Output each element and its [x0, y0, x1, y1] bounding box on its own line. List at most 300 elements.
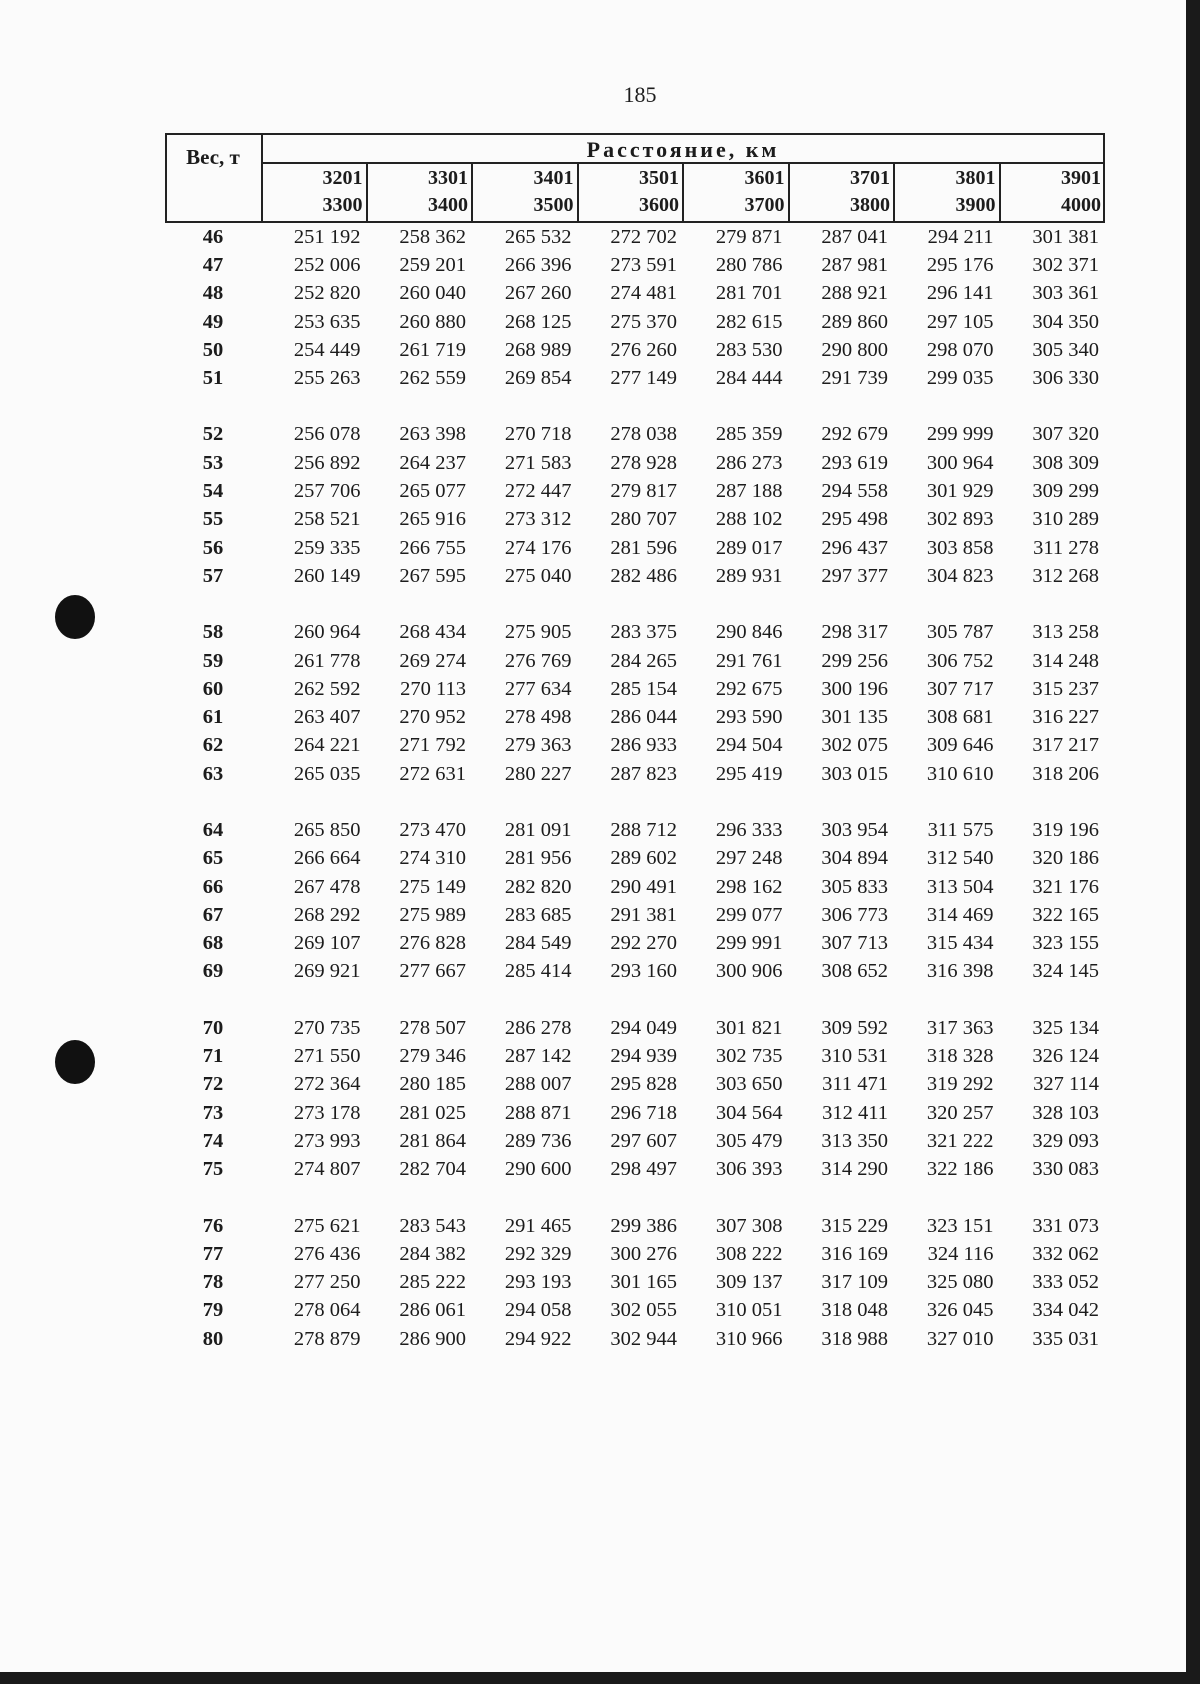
rate-cell: 282 704	[399, 1158, 466, 1181]
rate-cell: 282 615	[715, 310, 783, 333]
rate-cell: 289 017	[715, 536, 783, 559]
rate-cell: 314 248	[1032, 649, 1099, 672]
rate-cell: 316 227	[1032, 706, 1099, 729]
rate-cell: 291 381	[610, 903, 677, 926]
rate-cell: 298 497	[610, 1158, 677, 1181]
group-spacer	[165, 591, 1105, 619]
rate-cell: 278 038	[610, 423, 677, 446]
rate-cell: 304 350	[1032, 310, 1099, 333]
rate-cell: 261 778	[293, 649, 361, 672]
freight-rate-table	[165, 133, 1105, 1350]
rate-cell: 286 278	[504, 1016, 572, 1039]
rate-cell: 273 591	[610, 253, 677, 276]
weight-cell: 64	[202, 818, 224, 841]
rate-cell: 276 436	[293, 1242, 361, 1265]
rate-cell: 288 007	[504, 1073, 572, 1096]
punch-hole	[55, 1040, 95, 1084]
table-row	[165, 1014, 1105, 1042]
weight-cell: 52	[202, 423, 224, 446]
rate-cell: 329 093	[1032, 1129, 1099, 1152]
rate-cell: 309 592	[821, 1016, 888, 1039]
table-row	[165, 901, 1105, 929]
rate-cell: 306 330	[1032, 367, 1099, 390]
rate-cell: 275 149	[399, 875, 466, 898]
punch-hole	[55, 595, 95, 639]
rate-cell: 305 479	[715, 1129, 783, 1152]
rate-cell: 268 292	[293, 903, 361, 926]
row-group	[165, 816, 1105, 986]
range-from: 3301	[428, 167, 468, 189]
weight-cell: 59	[202, 649, 224, 672]
rate-cell: 321 222	[926, 1129, 994, 1152]
distance-range-header	[261, 165, 367, 219]
row-group	[165, 1212, 1105, 1353]
rate-cell: 265 077	[399, 480, 466, 503]
weight-cell: 63	[202, 762, 224, 785]
rate-cell: 294 558	[821, 480, 888, 503]
rate-cell: 297 607	[610, 1129, 677, 1152]
rate-cell: 263 407	[293, 706, 361, 729]
rate-cell: 303 858	[926, 536, 994, 559]
weight-cell: 69	[202, 960, 224, 983]
range-to: 3300	[322, 194, 363, 216]
rate-cell: 308 652	[821, 960, 888, 983]
rate-cell: 286 044	[610, 706, 677, 729]
rate-cell: 299 256	[821, 649, 888, 672]
rate-cell: 273 470	[399, 818, 466, 841]
rate-cell: 316 398	[926, 960, 994, 983]
table-row	[165, 1071, 1105, 1099]
table-row	[165, 1240, 1105, 1268]
page-number: 185	[623, 82, 657, 107]
row-group	[165, 1014, 1105, 1184]
rate-cell: 276 260	[610, 338, 677, 361]
rate-cell: 272 631	[399, 762, 466, 785]
rate-cell: 309 137	[715, 1271, 783, 1294]
rate-cell: 307 717	[926, 677, 994, 700]
rate-cell: 324 116	[927, 1242, 994, 1265]
rate-cell: 258 521	[293, 508, 361, 531]
rate-cell: 265 532	[504, 225, 572, 248]
table-row	[165, 1156, 1105, 1184]
rate-cell: 289 602	[610, 847, 677, 870]
rate-cell: 260 880	[399, 310, 466, 333]
rate-cell: 310 531	[821, 1045, 888, 1068]
rate-cell: 320 257	[926, 1101, 994, 1124]
rate-cell: 303 954	[821, 818, 888, 841]
rate-cell: 316 169	[821, 1242, 888, 1265]
row-group	[165, 223, 1105, 393]
weight-cell: 58	[202, 621, 224, 644]
rate-cell: 291 465	[504, 1214, 572, 1237]
rate-cell: 301 929	[926, 480, 994, 503]
rate-cell: 273 993	[293, 1129, 361, 1152]
rate-cell: 282 486	[610, 564, 677, 587]
table-header	[165, 133, 1105, 223]
rate-cell: 310 966	[715, 1327, 783, 1350]
rate-cell: 314 290	[821, 1158, 888, 1181]
rate-cell: 264 237	[399, 451, 466, 474]
rate-cell: 303 650	[715, 1073, 783, 1096]
table-row	[165, 619, 1105, 647]
table-row	[165, 364, 1105, 392]
rate-cell: 318 048	[821, 1299, 888, 1322]
rate-cell: 269 854	[504, 367, 572, 390]
rate-cell: 317 363	[926, 1016, 994, 1039]
rate-cell: 297 377	[821, 564, 888, 587]
rate-cell: 291 761	[715, 649, 783, 672]
rate-cell: 296 333	[715, 818, 783, 841]
rate-cell: 313 504	[926, 875, 994, 898]
distance-range-header	[1000, 165, 1106, 219]
rate-cell: 301 381	[1032, 225, 1099, 248]
rate-cell: 255 263	[293, 367, 361, 390]
rate-cell: 275 905	[504, 621, 572, 644]
rate-cell: 297 105	[926, 310, 994, 333]
rate-cell: 272 447	[504, 480, 572, 503]
rate-cell: 318 328	[926, 1045, 994, 1068]
rate-cell: 303 361	[1032, 282, 1099, 305]
rate-cell: 293 193	[504, 1271, 572, 1294]
rate-cell: 275 040	[504, 564, 572, 587]
rate-cell: 319 292	[926, 1073, 994, 1096]
rate-cell: 293 590	[715, 706, 783, 729]
rate-cell: 295 419	[715, 762, 783, 785]
table-row	[165, 1099, 1105, 1127]
weight-cell: 72	[202, 1073, 224, 1096]
rate-cell: 287 823	[610, 762, 677, 785]
rate-cell: 292 679	[821, 423, 888, 446]
rate-cell: 298 317	[821, 621, 888, 644]
rate-cell: 278 064	[293, 1299, 361, 1322]
rate-cell: 308 681	[926, 706, 994, 729]
range-to: 3500	[533, 194, 574, 216]
weight-cell: 71	[202, 1045, 224, 1068]
weight-cell: 66	[202, 875, 224, 898]
rate-cell: 284 382	[399, 1242, 466, 1265]
rate-cell: 323 151	[926, 1214, 994, 1237]
rate-cell: 263 398	[399, 423, 466, 446]
range-to: 4000	[1061, 194, 1101, 216]
range-to: 3600	[639, 194, 679, 216]
rate-cell: 327 114	[1033, 1073, 1099, 1096]
table-row	[165, 421, 1105, 449]
rate-cell: 294 049	[610, 1016, 677, 1039]
rate-cell: 278 498	[504, 706, 572, 729]
rate-cell: 317 217	[1032, 734, 1099, 757]
rate-cell: 333 052	[1032, 1271, 1099, 1294]
rate-cell: 262 592	[293, 677, 361, 700]
weight-cell: 78	[202, 1271, 224, 1294]
table-row	[165, 562, 1105, 590]
rate-cell: 266 396	[504, 253, 572, 276]
rate-cell: 267 260	[504, 282, 572, 305]
rate-cell: 312 540	[926, 847, 994, 870]
rate-cell: 285 222	[399, 1271, 466, 1294]
rate-cell: 284 549	[504, 932, 572, 955]
rate-cell: 326 045	[926, 1299, 994, 1322]
rate-cell: 306 752	[926, 649, 994, 672]
rate-cell: 284 444	[715, 367, 783, 390]
rate-cell: 287 188	[715, 480, 783, 503]
rate-cell: 294 504	[715, 734, 783, 757]
rate-cell: 274 481	[610, 282, 677, 305]
rate-cell: 267 478	[293, 875, 361, 898]
rate-cell: 281 864	[399, 1129, 466, 1152]
rate-cell: 325 134	[1032, 1016, 1099, 1039]
rate-cell: 299 077	[715, 903, 783, 926]
rate-cell: 315 229	[821, 1214, 888, 1237]
rate-cell: 322 165	[1032, 903, 1099, 926]
table-row	[165, 845, 1105, 873]
rate-cell: 307 308	[715, 1214, 783, 1237]
rate-cell: 286 933	[610, 734, 677, 757]
rate-cell: 302 735	[715, 1045, 783, 1068]
rate-cell: 260 149	[293, 564, 361, 587]
rate-cell: 275 621	[293, 1214, 361, 1237]
rate-cell: 300 276	[610, 1242, 677, 1265]
table-row	[165, 251, 1105, 279]
rate-cell: 292 329	[504, 1242, 572, 1265]
rate-cell: 281 956	[504, 847, 572, 870]
rate-cell: 288 102	[715, 508, 783, 531]
weight-cell: 75	[202, 1158, 224, 1181]
distance-header: Расстояние, км	[586, 137, 780, 162]
weight-cell: 79	[202, 1299, 224, 1322]
rate-cell: 269 274	[399, 649, 466, 672]
rate-cell: 296 141	[926, 282, 994, 305]
weight-cell: 76	[202, 1214, 224, 1237]
rate-cell: 251 192	[293, 225, 361, 248]
rate-cell: 290 800	[821, 338, 888, 361]
weight-cell: 67	[202, 903, 224, 926]
rate-cell: 270 952	[399, 706, 466, 729]
rate-cell: 310 610	[926, 762, 994, 785]
rate-cell: 286 061	[399, 1299, 466, 1322]
table-row	[165, 873, 1105, 901]
rate-cell: 279 817	[610, 480, 677, 503]
rate-cell: 270 718	[504, 423, 572, 446]
rate-cell: 267 595	[399, 564, 466, 587]
rate-cell: 334 042	[1032, 1299, 1099, 1322]
rate-cell: 266 664	[293, 847, 361, 870]
rate-cell: 259 201	[399, 253, 466, 276]
weight-cell: 57	[202, 564, 224, 587]
rate-cell: 317 109	[821, 1271, 888, 1294]
weight-cell: 77	[202, 1242, 224, 1265]
group-spacer	[165, 1184, 1105, 1212]
weight-cell: 73	[202, 1101, 224, 1124]
rate-cell: 300 906	[715, 960, 783, 983]
rate-cell: 278 879	[293, 1327, 361, 1350]
rate-cell: 283 530	[715, 338, 783, 361]
rate-cell: 302 893	[926, 508, 994, 531]
rate-cell: 309 299	[1032, 480, 1099, 503]
rate-cell: 308 222	[715, 1242, 783, 1265]
rate-cell: 297 248	[715, 847, 783, 870]
table-row	[165, 280, 1105, 308]
range-from: 3601	[744, 167, 785, 189]
range-from: 3801	[955, 167, 996, 189]
weight-column-header: Вес, т	[186, 145, 240, 169]
table-row	[165, 534, 1105, 562]
rate-cell: 253 635	[293, 310, 361, 333]
rate-cell: 287 041	[821, 225, 888, 248]
rate-cell: 295 176	[926, 253, 994, 276]
rate-cell: 278 928	[610, 451, 677, 474]
rate-cell: 304 564	[715, 1101, 783, 1124]
rate-cell: 300 196	[821, 677, 888, 700]
rate-cell: 331 073	[1032, 1214, 1099, 1237]
weight-cell: 68	[202, 932, 224, 955]
rate-cell: 274 807	[293, 1158, 361, 1181]
rate-cell: 299 991	[715, 932, 783, 955]
rate-cell: 289 736	[504, 1129, 572, 1152]
range-to: 3700	[744, 194, 785, 216]
table-row	[165, 506, 1105, 534]
rate-cell: 299 386	[610, 1214, 677, 1237]
rate-cell: 282 820	[504, 875, 572, 898]
rate-cell: 270 113	[400, 677, 466, 700]
rate-cell: 269 107	[293, 932, 361, 955]
rate-cell: 265 916	[399, 508, 466, 531]
rate-cell: 309 646	[926, 734, 994, 757]
row-group	[165, 619, 1105, 789]
rate-cell: 252 006	[293, 253, 361, 276]
rate-cell: 295 828	[610, 1073, 677, 1096]
rate-cell: 268 989	[504, 338, 572, 361]
rate-cell: 271 583	[504, 451, 572, 474]
rate-cell: 273 178	[293, 1101, 361, 1124]
rate-cell: 299 999	[926, 423, 994, 446]
rate-cell: 257 706	[293, 480, 361, 503]
rate-cell: 308 309	[1032, 451, 1099, 474]
rate-cell: 252 820	[293, 282, 361, 305]
rate-cell: 281 025	[399, 1101, 466, 1124]
weight-cell: 70	[202, 1016, 224, 1039]
table-row	[165, 647, 1105, 675]
table-row	[165, 308, 1105, 336]
rate-cell: 306 393	[715, 1158, 783, 1181]
rate-cell: 296 718	[610, 1101, 677, 1124]
rate-cell: 300 964	[926, 451, 994, 474]
range-to: 3400	[428, 194, 468, 216]
rate-cell: 303 015	[821, 762, 888, 785]
weight-cell: 62	[202, 734, 224, 757]
rate-cell: 312 268	[1032, 564, 1099, 587]
range-from: 3401	[533, 167, 574, 189]
rate-cell: 292 270	[610, 932, 677, 955]
group-spacer	[165, 393, 1105, 421]
table-row	[165, 732, 1105, 760]
range-to: 3900	[955, 194, 996, 216]
row-group	[165, 421, 1105, 591]
rate-cell: 302 371	[1032, 253, 1099, 276]
weight-cell: 49	[202, 310, 224, 333]
rate-cell: 315 434	[926, 932, 994, 955]
rate-cell: 287 981	[821, 253, 888, 276]
weight-cell: 61	[202, 706, 224, 729]
rate-cell: 279 871	[715, 225, 783, 248]
rate-cell: 260 964	[293, 621, 361, 644]
rate-cell: 277 149	[610, 367, 677, 390]
weight-cell: 50	[202, 338, 224, 361]
rate-cell: 274 310	[399, 847, 466, 870]
rate-cell: 294 058	[504, 1299, 572, 1322]
weight-cell: 54	[202, 480, 224, 503]
rate-cell: 272 702	[610, 225, 677, 248]
rate-cell: 264 221	[293, 734, 361, 757]
rate-cell: 279 346	[399, 1045, 466, 1068]
header-top-border	[165, 133, 1105, 135]
rate-cell: 295 498	[821, 508, 888, 531]
weight-cell: 65	[202, 847, 224, 870]
rate-cell: 269 921	[293, 960, 361, 983]
table-row	[165, 816, 1105, 844]
rate-cell: 259 335	[293, 536, 361, 559]
rate-cell: 294 939	[610, 1045, 677, 1068]
weight-cell: 80	[202, 1327, 224, 1350]
distance-range-header	[789, 165, 895, 219]
table-row	[165, 1127, 1105, 1155]
table-row	[165, 1325, 1105, 1353]
rate-cell: 298 162	[715, 875, 783, 898]
rate-cell: 283 375	[610, 621, 677, 644]
rate-cell: 294 211	[927, 225, 994, 248]
table-row	[165, 477, 1105, 505]
rate-cell: 287 142	[504, 1045, 572, 1068]
rate-cell: 278 507	[399, 1016, 466, 1039]
rate-cell: 310 051	[715, 1299, 783, 1322]
rate-cell: 271 792	[399, 734, 466, 757]
rate-cell: 305 787	[926, 621, 994, 644]
rate-cell: 292 675	[715, 677, 783, 700]
rate-cell: 290 491	[610, 875, 677, 898]
distance-range-header	[472, 165, 578, 219]
rate-cell: 276 828	[399, 932, 466, 955]
rate-cell: 272 364	[293, 1073, 361, 1096]
range-from: 3201	[322, 167, 363, 189]
rate-cell: 307 320	[1032, 423, 1099, 446]
rate-cell: 302 055	[610, 1299, 677, 1322]
rate-cell: 305 833	[821, 875, 888, 898]
rate-cell: 258 362	[399, 225, 466, 248]
rate-cell: 323 155	[1032, 932, 1099, 955]
rate-cell: 265 850	[293, 818, 361, 841]
table-row	[165, 760, 1105, 788]
distance-range-header	[894, 165, 1000, 219]
rate-cell: 330 083	[1032, 1158, 1099, 1181]
rate-cell: 268 125	[504, 310, 572, 333]
weight-cell: 51	[202, 367, 224, 390]
rate-cell: 304 894	[821, 847, 888, 870]
rate-cell: 277 250	[293, 1271, 361, 1294]
rate-cell: 313 258	[1032, 621, 1099, 644]
table-row	[165, 1212, 1105, 1240]
rate-cell: 302 944	[610, 1327, 677, 1350]
table-row	[165, 336, 1105, 364]
rate-cell: 256 892	[293, 451, 361, 474]
rate-cell: 254 449	[293, 338, 361, 361]
rate-cell: 288 712	[610, 818, 677, 841]
rate-cell: 313 350	[821, 1129, 888, 1152]
rate-cell: 321 176	[1032, 875, 1099, 898]
rate-cell: 315 237	[1032, 677, 1099, 700]
rate-cell: 327 010	[926, 1327, 994, 1350]
rate-cell: 301 165	[610, 1271, 677, 1294]
rate-cell: 310 289	[1032, 508, 1099, 531]
group-spacer	[165, 986, 1105, 1014]
